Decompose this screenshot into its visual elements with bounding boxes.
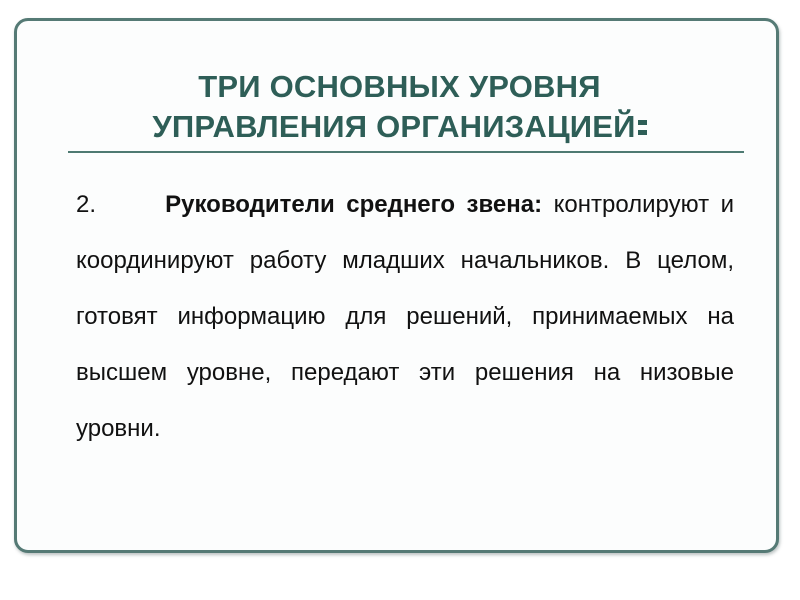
paragraph-number: 2. (76, 191, 97, 218)
title-line-1: ТРИ ОСНОВНЫХ УРОВНЯ (198, 69, 601, 104)
paragraph-heading: Руководители среднего звена: (165, 191, 543, 218)
slide-card (14, 18, 779, 553)
title-divider (68, 151, 744, 153)
title-line-2 (17, 107, 782, 147)
slide-title (17, 67, 782, 147)
paragraph-text: контролируют и координируют работу младших начальников. В целом, готовят информацию для решений, принимаемых на высшем уровне, передают эти решения на низовые уровни. (76, 191, 735, 442)
body-paragraph (76, 177, 734, 457)
title-colon-mark (638, 118, 647, 138)
title-line-2-text: УПРАВЛЕНИЯ ОРГАНИЗАЦИЕЙ (152, 109, 636, 144)
